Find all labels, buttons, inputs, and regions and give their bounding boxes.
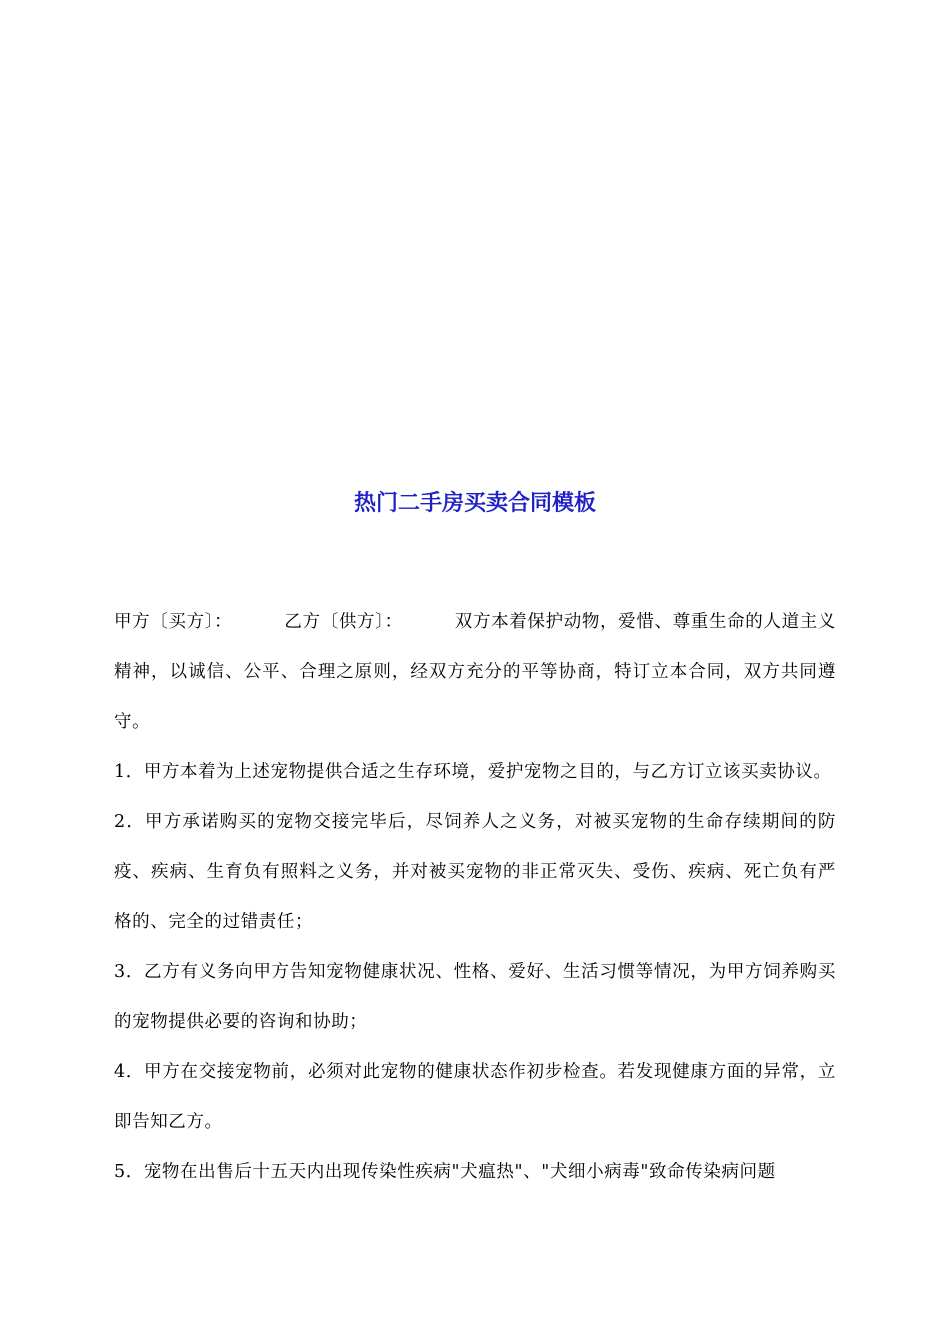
clause-5: 5．宠物在出售后十五天内出现传染性疾病"犬瘟热"、"犬细小病毒"致命传染病问题 [114,1162,776,1182]
party-b-label: 乙方〔供方〕： [284,612,403,632]
intro-paragraph [114,597,836,747]
contract-body [114,597,836,1197]
clause-4: 4．甲方在交接宠物前，必须对此宠物的健康状态作初步检查。若发现健康方面的异常，立即告知乙方。 [114,1062,836,1132]
clause-3: 3．乙方有义务向甲方告知宠物健康状况、性格、爱好、生活习惯等情况，为甲方饲养购买的宠物提供必要的咨询和协助； [114,962,836,1032]
clause-2: 2．甲方承诺购买的宠物交接完毕后，尽饲养人之义务，对被买宠物的生命存续期间的防疫、疾病、生育负有照料之义务，并对被买宠物的非正常灭失、受伤、疾病、死亡负有严格的、完全的过错责任； [114,812,836,932]
party-a-label: 甲方〔买方〕： [114,612,233,632]
preamble-text: 双方本着保护动物，爱惜、尊重生命的人道主义精神，以诚信、公平、合理之原则，经双方充分的平等协商，特订立本合同，双方共同遵守。 [114,612,836,732]
document-title: 热门二手房买卖合同模板 [353,491,596,516]
clause-1: 1．甲方本着为上述宠物提供合适之生存环境，爱护宠物之目的，与乙方订立该买卖协议。 [114,762,832,782]
